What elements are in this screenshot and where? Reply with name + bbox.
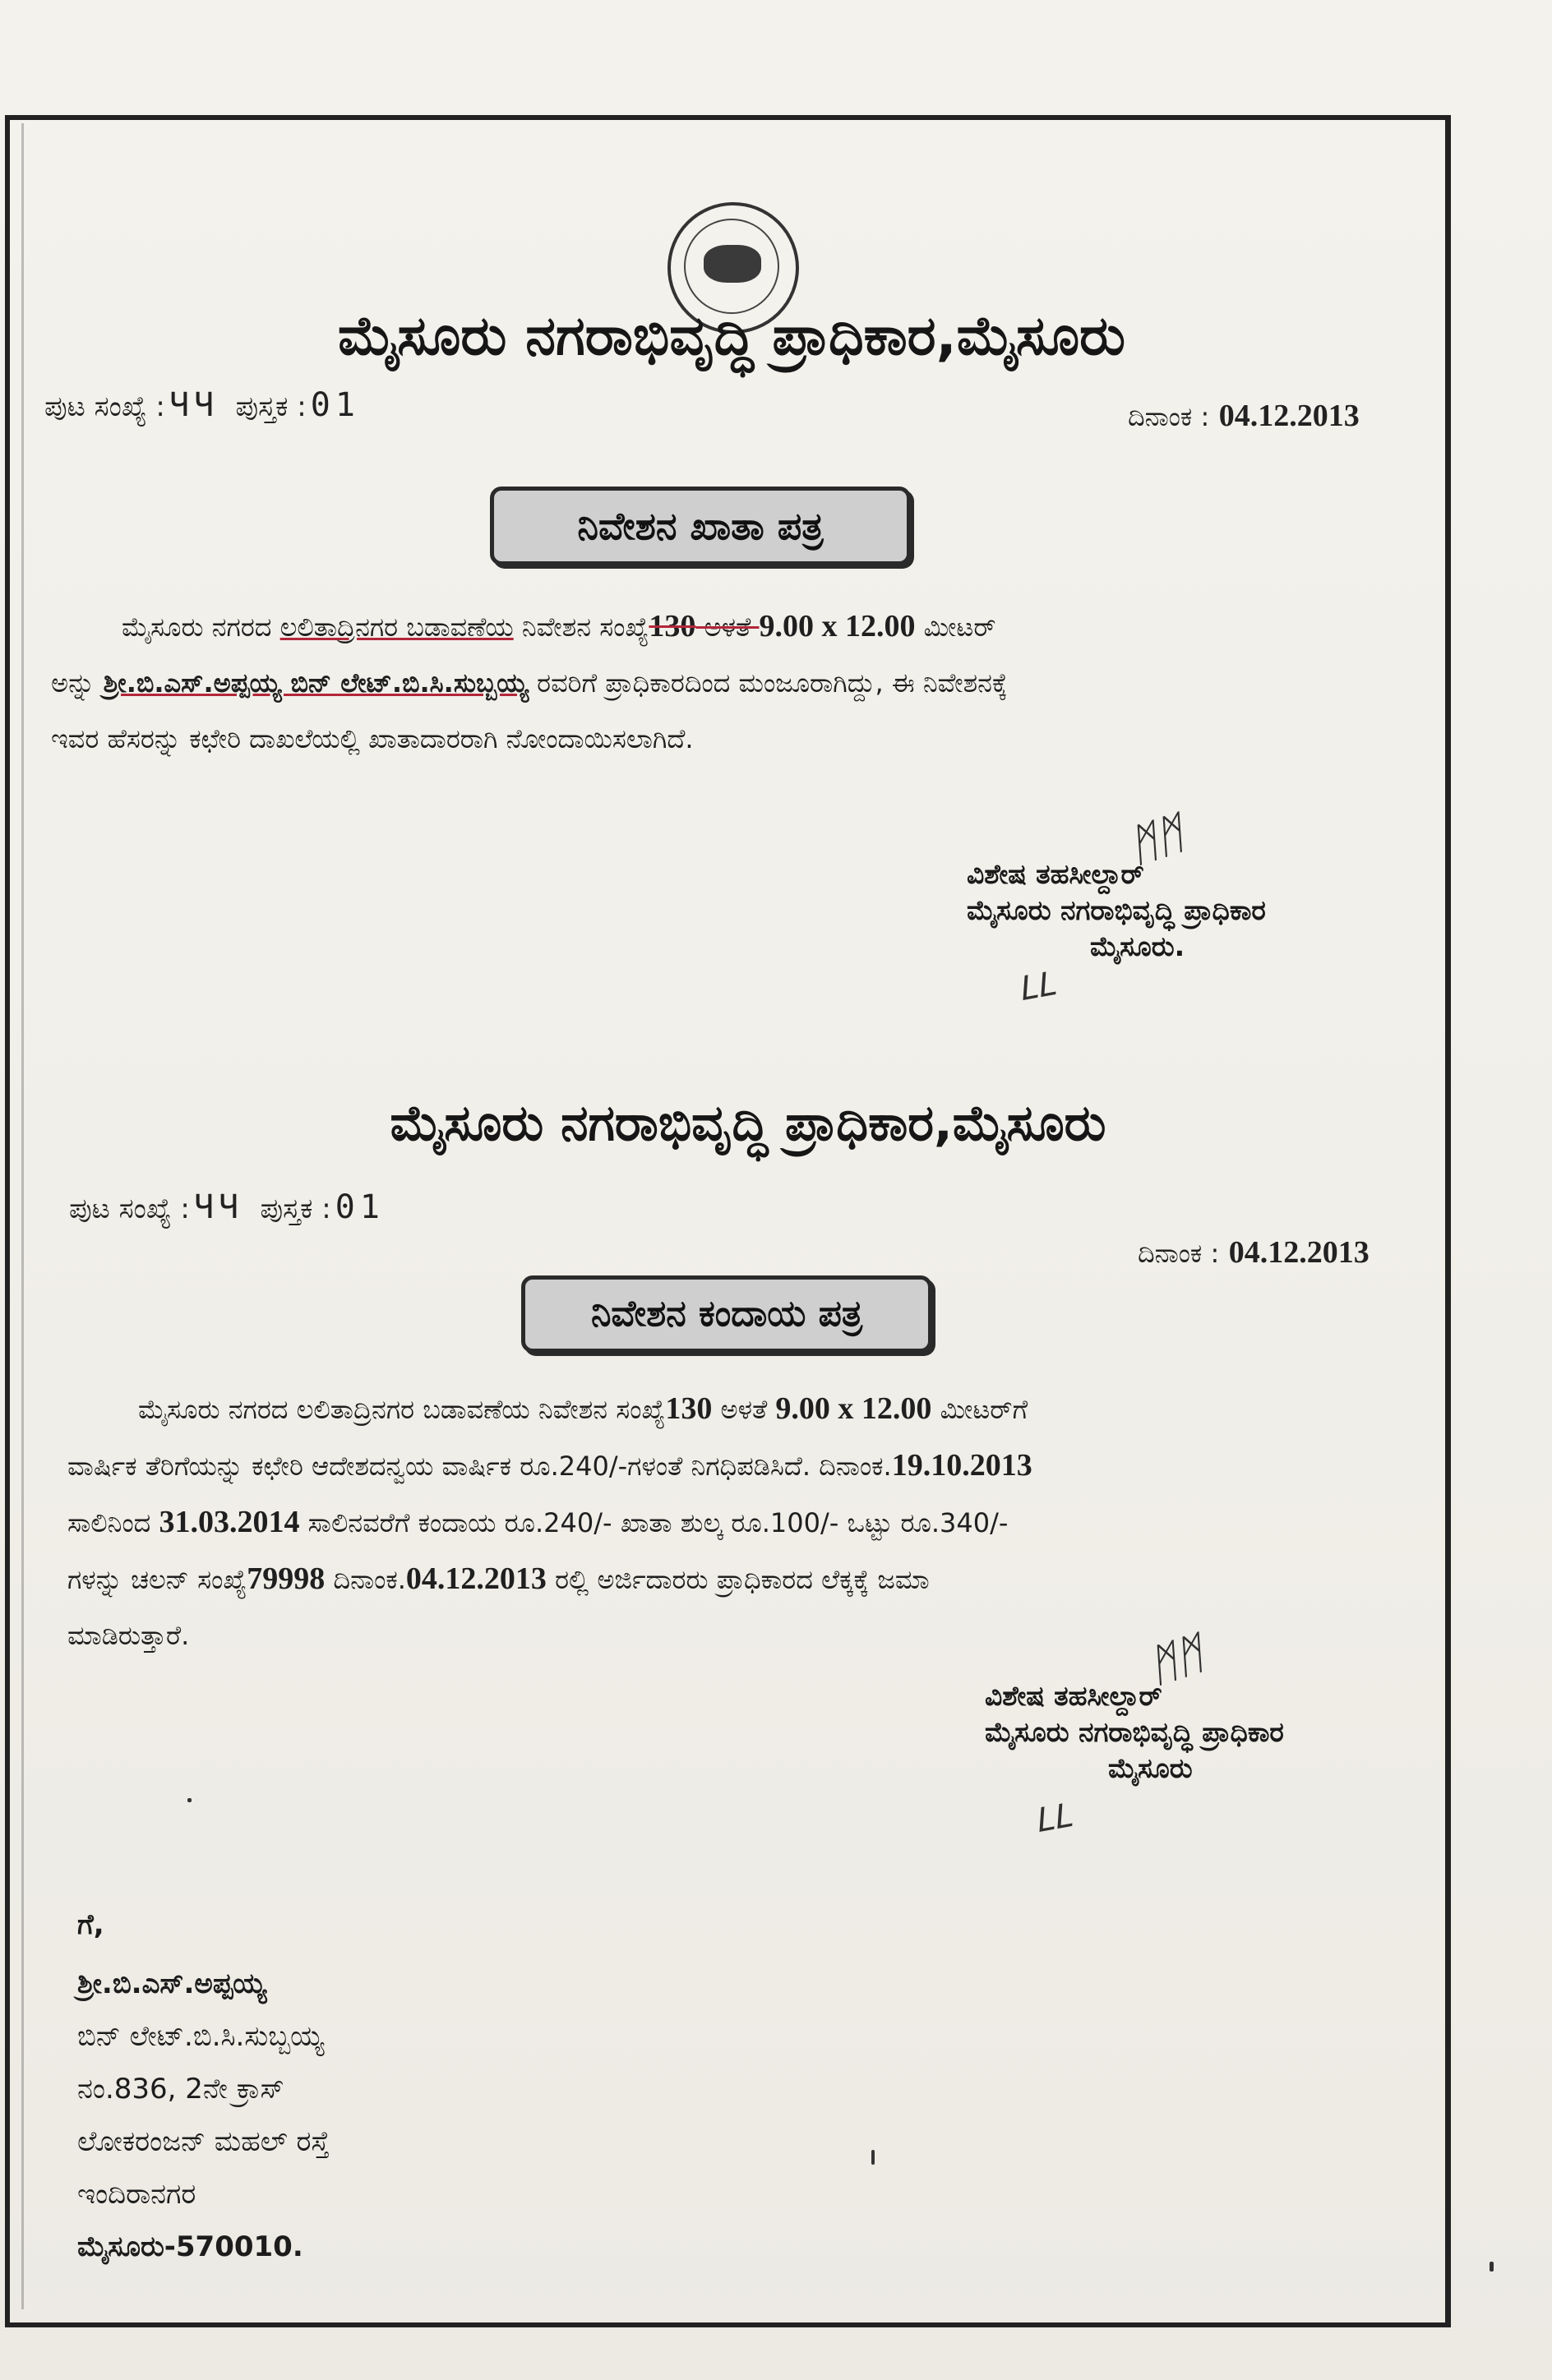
signature-place: ಮೈಸೂರು (1108, 1752, 1193, 1784)
text: ಅಳತೆ (712, 1394, 776, 1425)
text: ದಿನಾಂಕ. (325, 1564, 406, 1595)
address-to-label: ಗೆ, (77, 1908, 104, 1941)
kandaya-heading-box: ನಿವೇಶನ ಕಂದಾಯ ಪತ್ರ (521, 1275, 932, 1353)
text: ಅನ್ನು (51, 667, 104, 699)
page-book-reference (69, 1188, 385, 1226)
book-label: ಪುಸ್ತಕ : (235, 390, 307, 423)
site-number: 130 (665, 1391, 713, 1426)
text: ಗಳನ್ನು ಚಲನ್ ಸಂಖ್ಯೆ (67, 1564, 247, 1595)
address-line: ಮೈಸೂರು-570010. (77, 2230, 303, 2263)
ink-speck (1490, 2262, 1494, 2272)
text: ವಾರ್ಷಿಕ ತೆರಿಗೆಯನ್ನು ಕಛೇರಿ ಆದೇಶದನ್ವಯ ವಾರ್ಷಿಕ ರೂ.240/-ಗಳಂತೆ ನಿಗಧಿಪಡಿಸಿದೆ. ದಿನಾಂಕ. (67, 1451, 892, 1482)
dimension-length: 12.00 (861, 1391, 932, 1426)
text: ನಿವೇಶನ ಸಂಖ್ಯೆ (513, 611, 649, 643)
authority-title: ಮೈಸೂರು ನಗರಾಭಿವೃದ್ಧಿ ಪ್ರಾಧಿಕಾರ,ಮೈಸೂರು (390, 1095, 1106, 1152)
body-line (51, 598, 1448, 655)
initial-mark: ᒪᒪ (1031, 1797, 1074, 1841)
date-value: 04.12.2013 (1228, 1235, 1370, 1270)
signature-scribble: ᛗᛗ (1122, 806, 1189, 873)
signature-office: ಮೈಸೂರು ನಗರಾಭಿವೃದ್ಧಿ ಪ್ರಾಧಿಕಾರ (967, 894, 1266, 926)
body-line (67, 1607, 1448, 1663)
body-line (67, 1381, 1448, 1437)
khata-body (51, 598, 1448, 767)
body-line (67, 1437, 1448, 1494)
text: ಸಾಲಿನಿಂದ (67, 1507, 159, 1538)
dimension-length: 12.00 (844, 609, 916, 643)
body-line (67, 1494, 1448, 1551)
address-line: ಇಂದಿರಾನಗರ (77, 2178, 196, 2211)
challan-number: 79998 (247, 1561, 326, 1596)
address-line: ನಂ.836, 2ನೇ ಕ್ರಾಸ್ (77, 2073, 284, 2106)
official-signature-block (967, 856, 1266, 965)
authority-title: ಮೈಸೂರು ನಗರಾಭಿವೃದ್ಧಿ ಪ್ರಾಧಿಕಾರ,ಮೈಸೂರು (337, 304, 1125, 367)
official-signature-block (985, 1678, 1284, 1787)
date-label: ದಿನಾಂಕ : (1138, 1238, 1220, 1269)
book-label: ಪುಸ್ತಕ : (260, 1192, 331, 1225)
body-line (51, 711, 1448, 767)
signature-designation: ವಿಶೇಷ ತಹಸೀಲ್ದಾರ್ (985, 1680, 1162, 1712)
page-label: ಪುಟ ಸಂಖ್ಯೆ : (44, 390, 165, 423)
border-shadow (21, 123, 24, 2309)
text: ಮೀಟರ್‌ಗೆ (931, 1394, 1028, 1425)
signature-office: ಮೈಸೂರು ನಗರಾಭಿವೃದ್ಧಿ ಪ್ರಾಧಿಕಾರ (985, 1716, 1284, 1748)
challan-date: 04.12.2013 (405, 1561, 547, 1596)
date-label: ದಿನಾಂಕ : (1128, 401, 1210, 432)
text: ಮೀಟರ್ (915, 611, 996, 643)
page-book-reference (44, 386, 360, 424)
ink-speck (871, 2150, 875, 2165)
kandaya-body (67, 1381, 1448, 1663)
text: ರಲ್ಲಿ ಅರ್ಜಿದಾರರು ಪ್ರಾಧಿಕಾರದ ಲೆಕ್ಕಕ್ಕೆ ಜಮಾ (546, 1564, 930, 1595)
page-label: ಪುಟ ಸಂಖ್ಯೆ : (69, 1192, 190, 1225)
seal-center (704, 245, 761, 283)
layout-name: ಲಲಿತಾದ್ರಿನಗರ ಬಡಾವಣೆಯ (279, 611, 514, 643)
ink-speck (187, 1798, 192, 1802)
site-number: 130 (649, 609, 696, 643)
body-line (51, 655, 1448, 711)
address-line: ಲೋಕರಂಜನ್ ಮಹಲ್ ರಸ್ತೆ (77, 2125, 330, 2158)
dimension-width: 9.00 (759, 609, 814, 643)
order-date: 19.10.2013 (891, 1448, 1032, 1483)
book-number: 01 (335, 1188, 385, 1226)
signature-place: ಮೈಸೂರು. (1090, 930, 1185, 962)
body-line (67, 1551, 1448, 1607)
dimension-width: 9.00 (775, 1391, 830, 1426)
signature-designation: ವಿಶೇಷ ತಹಸೀಲ್ದಾರ್ (967, 858, 1144, 890)
date-line (1128, 398, 1360, 434)
page-number: ЧЧ (193, 1188, 244, 1226)
khata-heading-box: ನಿವೇಶನ ಖಾತಾ ಪತ್ರ (490, 487, 911, 565)
text: ಮೈಸೂರು ನಗರದ ಲಲಿತಾದ್ರಿನಗರ ಬಡಾವಣೆಯ ನಿವೇಶನ ಸಂಖ್ಯೆ (138, 1394, 666, 1425)
book-number: 01 (310, 386, 360, 424)
page-number: ЧЧ (169, 386, 219, 424)
text: ಮಾಡಿರುತ್ತಾರೆ. (67, 1620, 190, 1651)
signature-scribble: ᛗᛗ (1142, 1626, 1209, 1693)
recipient-address (77, 1892, 330, 2273)
text: x (829, 1391, 861, 1426)
date-line (1138, 1234, 1370, 1271)
text: ಮೈಸೂರು ನಗರದ (122, 611, 280, 643)
owner-name: ಶ್ರೀ.ಬಿ.ಎಸ್.ಅಪ್ಪಯ್ಯ ಬಿನ್ ಲೇಟ್.ಬಿ.ಸಿ.ಸುಬ್ಬಯ್ಯ (103, 667, 529, 699)
initial-mark: ᒪᒪ (1014, 965, 1058, 1009)
address-line: ಶ್ರೀ.ಬಿ.ಎಸ್.ಅಪ್ಪಯ್ಯ (77, 1967, 267, 2000)
address-line: ಬಿನ್ ಲೇಟ್.ಬಿ.ಸಿ.ಸುಬ್ಬಯ್ಯ (77, 2020, 325, 2053)
text: x (813, 609, 845, 643)
text: ಇವರ ಹೆಸರನ್ನು ಕಛೇರಿ ದಾಖಲೆಯಲ್ಲಿ ಖಾತಾದಾರರಾಗಿ ನೋಂದಾಯಿಸಲಾಗಿದೆ. (51, 723, 694, 754)
text: ರವರಿಗೆ ಪ್ರಾಧಿಕಾರದಿಂದ ಮಂಜೂರಾಗಿದ್ದು, ಈ ನಿವೇಶನಕ್ಕೆ (529, 667, 1008, 699)
date-value: 04.12.2013 (1218, 399, 1360, 433)
text: ಸಾಲಿನವರೆಗೆ ಕಂದಾಯ ರೂ.240/- ಖಾತಾ ಶುಲ್ಕ ರೂ.100/- ಒಟ್ಟು ರೂ.340/- (299, 1507, 1009, 1538)
period-end-date: 31.03.2014 (159, 1505, 300, 1539)
text: ಅಳತೆ (695, 611, 760, 643)
